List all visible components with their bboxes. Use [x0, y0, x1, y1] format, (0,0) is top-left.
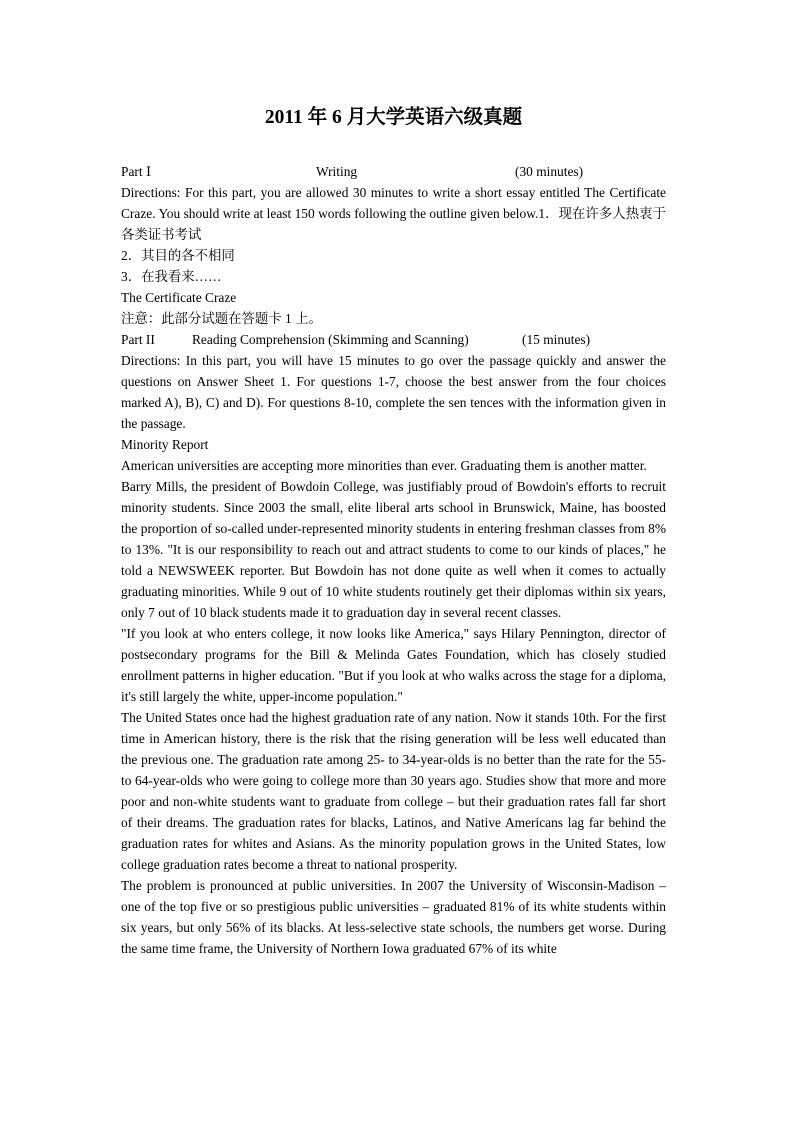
part2-time: (15 minutes)	[522, 332, 591, 347]
part1-name: Writing	[316, 164, 358, 179]
passage-paragraph: The problem is pronounced at public universities. In 2007 the University of Wisconsin-Madison – one of the top five or so prestigious public universities – graduated 81% of its white students within six years, but only 56% of its blacks. At less-selective state schools, the numbers get worse. During the same time frame, the University of Northern Iowa graduated 67% of its white	[121, 878, 666, 956]
page-title: 2011 年 6 月大学英语六级真题	[264, 107, 523, 128]
passage-paragraph: "If you look at who enters college, it now looks like America," says Hilary Pennington, director of postsecondary programs for the Bill & Melinda Gates Foundation, which has closely studied enrollment patterns in higher education. "But if you look at who walks across the stage for a diploma, it's still largely the white, upper-income population."	[121, 626, 666, 704]
part1-label: Part Ⅰ	[121, 164, 152, 179]
part2-name: Reading Comprehension (Skimming and Scanning)	[192, 332, 469, 347]
answer-sheet-note: 注意：此部分试题在答题卡 1 上。	[121, 311, 322, 326]
part1-heading	[121, 161, 666, 182]
part2-label: Part II	[121, 332, 155, 347]
part2-directions: Directions: In this part, you will have 15 minutes to go over the passage quickly and answer the questions on Answer Sheet 1. For questions 1-7, choose the best answer from the four choices marked A), B), C) and D). For questions 8-10, complete the sen tences with the information given in the passage.	[121, 353, 666, 431]
part2-heading	[121, 329, 666, 350]
passage-title: Minority Report	[121, 437, 209, 452]
part1-time: (30 minutes)	[515, 164, 584, 179]
outline-item-3: 3．在我看来……	[121, 269, 222, 284]
passage-paragraph: American universities are accepting more minorities than ever. Graduating them is another matter.	[121, 458, 647, 473]
part1-directions: Directions: For this part, you are allowed 30 minutes to write a short essay entitled The Certificate Craze. You should write at least 150 words following the outline given below.1．现在许多人热衷于各类证书考试	[121, 185, 666, 242]
essay-title: The Certificate Craze	[121, 290, 237, 305]
passage-paragraph: The United States once had the highest graduation rate of any nation. Now it stands 10th. For the first time in American history, there is the risk that the rising generation will be less well educated than the previous one. The graduation rate among 25- to 34-year-olds is no better than the rate for the 55- to 64-year-olds who were going to college more than 30 years ago. Studies show that more and more poor and non-white students want to graduate from college – but their graduation rates fall far short of their dreams. The graduation rates for blacks, Latinos, and Native Americans lag far behind the graduation rates for whites and Asians. As the minority population grows in the United States, low college graduation rates become a threat to national prosperity.	[121, 710, 666, 872]
document-body	[121, 161, 666, 959]
passage-paragraph: Barry Mills, the president of Bowdoin College, was justifiably proud of Bowdoin's efforts to recruit minority students. Since 2003 the small, elite liberal arts school in Brunswick, Maine, has boosted the proportion of so-called under-represented minority students in entering freshman classes from 8% to 13%. "It is our responsibility to reach out and attract students to come to our kinds of places," he told a NEWSWEEK reporter. But Bowdoin has not done quite as well when it comes to actually graduating minorities. While 9 out of 10 white students routinely get their diplomas within six years, only 7 out of 10 black students made it to graduation day in several recent classes.	[121, 479, 666, 620]
outline-item-2: 2．其目的各不相同	[121, 248, 235, 263]
